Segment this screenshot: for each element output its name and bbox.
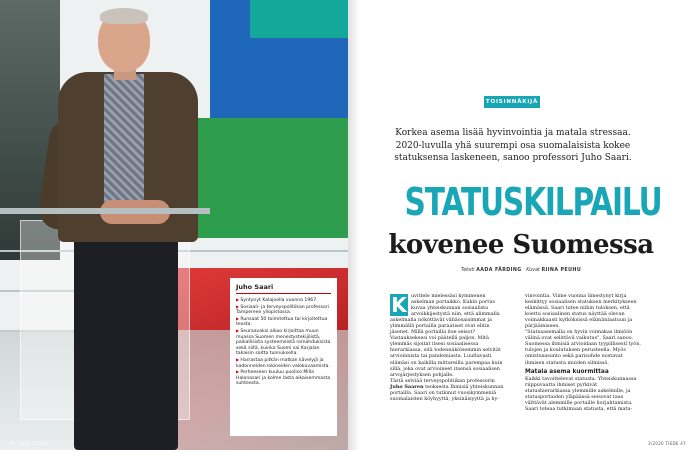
fact-item: ▶ Syntynyt Kalajoella vuonna 1967.	[236, 297, 331, 304]
figure-hair	[100, 8, 148, 24]
drop-cap: K	[391, 293, 407, 317]
paragraph: "Statusasemalla on hyvin voimakas ilmiöön välinä ovat selittävä vaikutus", Saari sanoo.	[525, 329, 634, 342]
fact-box	[230, 278, 337, 436]
page-number-left: 46 TIEDE 3/2020	[10, 441, 48, 446]
byline-text-role: Teksti	[460, 268, 475, 273]
paragraph: vinvointia. Viime vuonna ilmestynyt kirja keskittyy sosiaalisen statuksen merkitykseen elämässä. Saari tutee niihin tuloksen, että koettu sosiaalinen status näyttää olevan voimakkaasti kytköksissä elämänlaatuun ja pärjäämiseen.	[525, 293, 637, 330]
page-number-right: 3/2020 TIEDE 47	[648, 441, 686, 446]
photo-teal-panel	[250, 0, 348, 38]
fact-item: ▶ Seuraavaksi aikoo kirjoittaa muun muassa Suomen menestystekijöistä, paikallisista systeemeistä romahduksista sekä siitä, kuinka Suomi sai Karjalan takaisin soitta tunnuksella.	[236, 328, 331, 357]
byline-photo-role: Kuvat	[526, 268, 540, 273]
paragraph: Saari toteaa tutkimaan statusta, että matu-	[525, 405, 633, 412]
subheading: Matala asema kuormittaa	[525, 368, 609, 375]
category-label: TOISINNÄKIJÄ	[484, 96, 540, 108]
article-column-1	[390, 293, 508, 402]
fact-box-title: Juho Saari	[236, 283, 331, 294]
paragraph: Suomessa ihmisiä arvioidaan tyypillisesti työn, tulojen ja koulutuksen perusteella. Myös omistusasunto sekä parisuhde nostavat ihmisen statusta muiden silmissä.	[525, 341, 641, 366]
figure-shirt	[104, 74, 144, 204]
article-lead: Korkea asema lisää hyvinvointia ja matala stressaa. 2020-luvulla yhä suurempi osa suomalaisista kokee statuksensa laskeneen, sanoo professori Juho Saari.	[394, 128, 632, 163]
byline-photographer: RIINA PEUHU	[541, 268, 582, 273]
fact-item: ▶ Perheeseen kuuluu puoliso Milla Halonasari ja kolme lasta aikaisemmasta suhteesta.	[236, 369, 331, 387]
fact-item: ▶ Sosiaali- ja terveyspolitiikan professori Tampereen yliopistossa.	[236, 304, 331, 316]
handrail	[0, 208, 210, 214]
paragraph: Vastaukseksesi voi päätellä paljon. Mitä ylemmäs sijoitat itsesi sosiaalisessa hierarkiassa, sitä todennäköisemmin selvität arvioinnista tai pandemiasta. Luultavasti elämäsi on kaikilla mittareilla parempaa kuin sillä, joka ovat arvioineet itsensä sosiaalisen arvojärjestyksen pohjalle.	[390, 335, 503, 378]
figure-pants	[74, 238, 178, 450]
article-page	[348, 0, 696, 450]
portrait-figure	[40, 0, 220, 450]
fact-item: ▶ Harrastaa pitkän matkan kävelyjä ja kadonneiden lokineiden valokuvaamista.	[236, 357, 331, 369]
paragraph: Kaikki tavoittelevat statusta. Yhteiskunnassa riippuvaatta ihmiset pyrkivät statushierarkiassa ylemmille askelmille, ja statusportaiden yläpäässä seisovat taas välttävät alemmille portaille horjahtamista.	[525, 375, 637, 406]
paragraph: K uvittele mielessäsi kymmenen askelman portaikko. Kukin porras kuvaa yhteiskunnan sosiaalista arvoikkijestystä niin, että alimmalla askelmalla nököttävät vähäosaisimmat ja ylimmällä portailla paraatiset ovat elitin jäsenet. Millä portailla itse seisot?	[390, 293, 500, 336]
headline-line-1: STATUSKILPAILU	[404, 180, 662, 224]
paragraph: Tästä selviää terveyspolitiikan professorin Juho Saaren teoksesta Ihmisiä yhteiskunnan portailla. Saari on tutkinut vuosikymmeniä suomalaisten köyhyyttä, yksinäisyyttä ja hy-	[390, 377, 504, 402]
headline-line-2: kovenee Suomessa	[388, 230, 654, 260]
fact-item: ▶ Runsaat 50 toimitettua tai kirjoitettua teosta.	[236, 316, 331, 328]
byline	[368, 268, 674, 273]
byline-writer: AADA FÄRDING	[476, 268, 522, 273]
article-column-2	[525, 293, 643, 412]
page-gutter	[348, 0, 360, 450]
